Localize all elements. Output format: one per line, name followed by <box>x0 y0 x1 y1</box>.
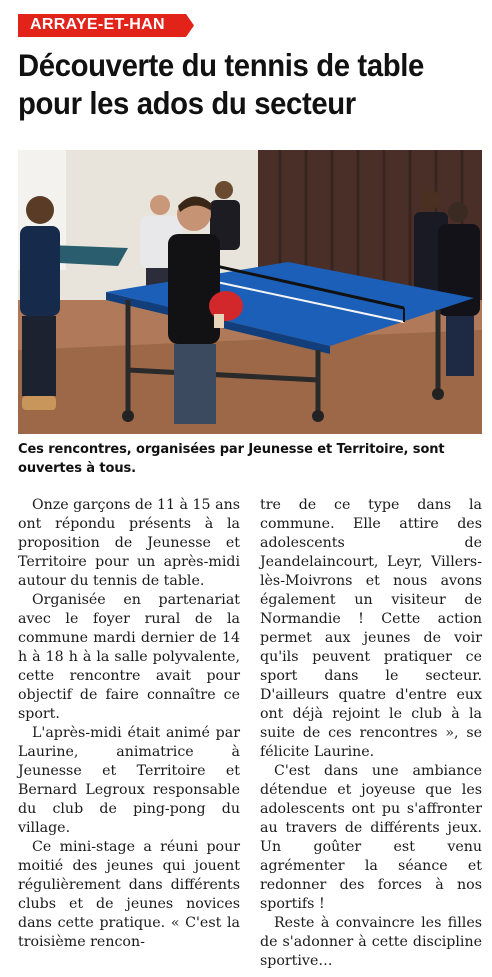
paragraph: Onze garçons de 11 à 15 ans ont répondu présents à la proposition de Jeunesse et Territoire pour un après-midi autour du tennis de table. <box>18 497 240 589</box>
article-photo <box>18 150 482 434</box>
photo-illustration <box>18 150 482 434</box>
photo-caption: Ces rencontres, organisées par Jeunesse et Territoire, sont ouvertes à tous. <box>18 442 445 476</box>
paragraph: tre de ce type dans la commune. Elle attire des adolescents de Jeandelaincourt, Leyr, Villers-lès-Moivrons et nous avons également un visiteur de Normandie ! Cette action permet aux jeunes de voir qu'ils peuvent pratiquer ce sport dans le secteur. D'ailleurs quatre d'entre eux ont déjà rejoint le club à la suite de ces rencontres », se félicite Laurine. <box>260 497 482 760</box>
paragraph: Reste à convaincre les filles de s'adonner à cette discipline sportive… <box>260 915 482 969</box>
article-column-1 <box>18 496 240 952</box>
paragraph: Organisée en partenariat avec le foyer rural de la commune mardi dernier de 14 h à 18 h à la salle polyvalente, cette rencontre avait pour objectif de faire connaître ce sport. <box>18 592 240 722</box>
headline <box>18 46 450 122</box>
section-tag-label: ARRAYE-ET-HAN <box>30 16 165 33</box>
article-column-2 <box>260 496 482 971</box>
paragraph: C'est dans une ambiance détendue et joyeuse que les adolescents ont pu s'affronter au travers de différents jeux. Un goûter est venu agrémenter la séance et redonner des forces à nos sportifs ! <box>260 763 482 912</box>
headline-line-1: Découverte du tennis de table <box>18 47 424 83</box>
headline-line-2: pour les ados du secteur <box>18 85 356 121</box>
section-tag <box>18 14 194 37</box>
paragraph: L'après-midi était animé par Laurine, animatrice à Jeunesse et Territoire et Bernard Legroux responsable du club de ping-pong du village. <box>18 725 240 836</box>
paragraph: Ce mini-stage a réuni pour moitié des jeunes qui jouent régulièrement dans différents clubs et de jeunes novices dans cette pratique. « C'est la troisième rencon- <box>18 839 240 950</box>
